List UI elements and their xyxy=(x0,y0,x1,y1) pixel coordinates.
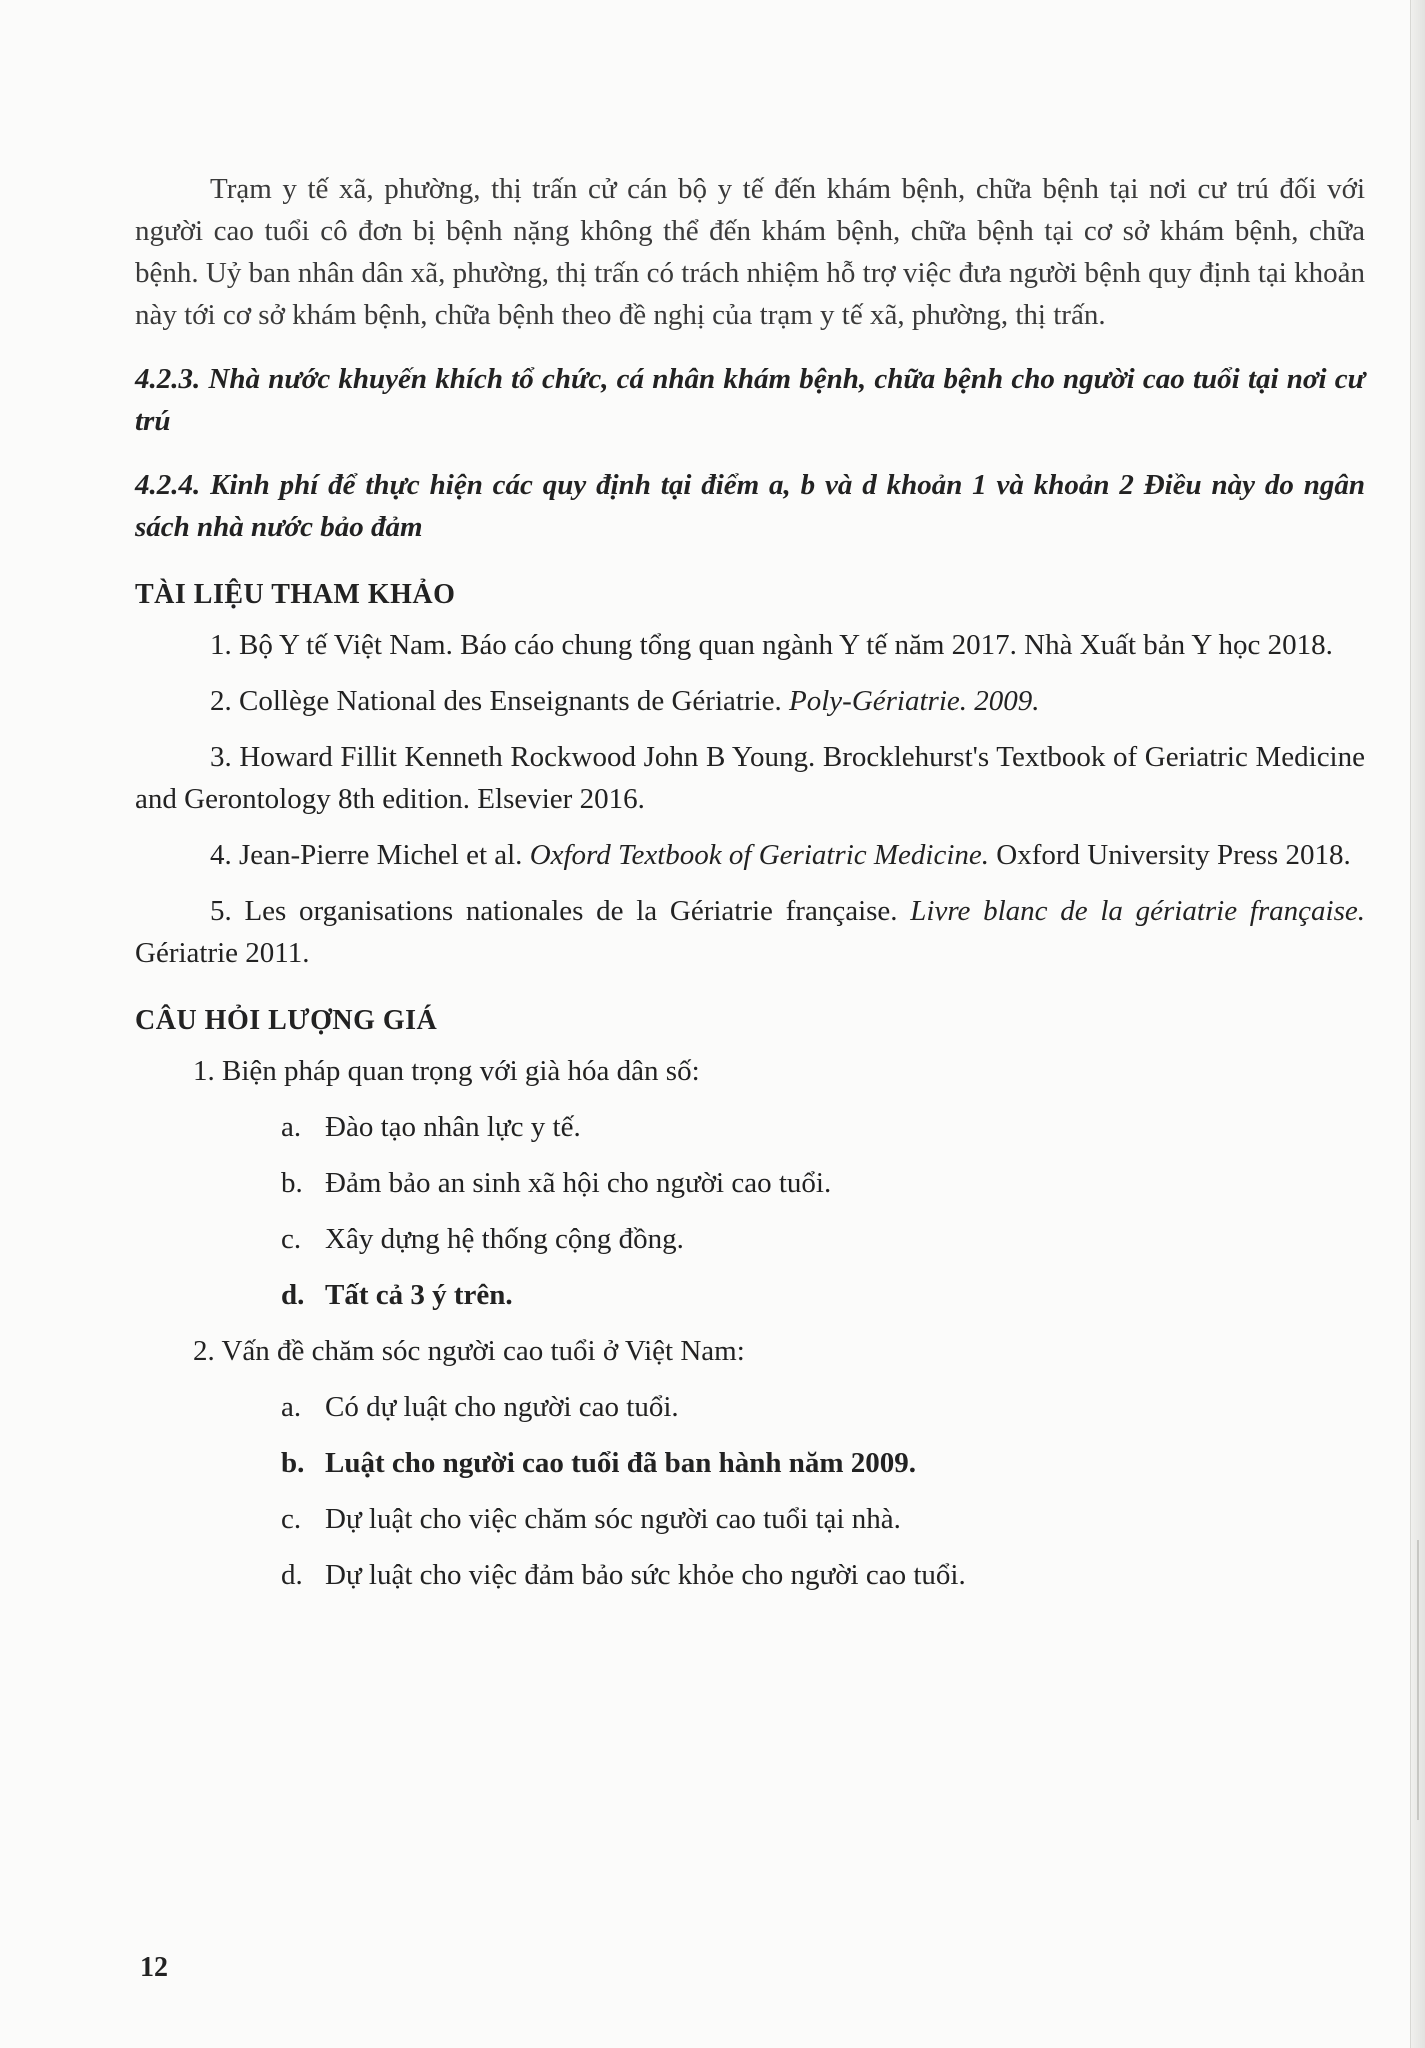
option-letter: d. xyxy=(281,1559,303,1591)
question-2-option-b-answer xyxy=(281,1442,1365,1484)
reference-text: 1. Bộ Y tế Việt Nam. Báo cáo chung tổng quan ngành Y tế năm 2017. Nhà Xuất bản Y học 2018. xyxy=(210,629,1333,661)
option-letter: c. xyxy=(281,1223,302,1255)
option-letter: a. xyxy=(281,1111,302,1143)
reference-item-1 xyxy=(135,624,1365,666)
reference-item-5 xyxy=(135,890,1365,974)
option-text: Xây dựng hệ thống cộng đồng. xyxy=(325,1223,684,1255)
option-text: Có dự luật cho người cao tuổi. xyxy=(325,1391,679,1423)
intro-paragraph: Trạm y tế xã, phường, thị trấn cử cán bộ y tế đến khám bệnh, chữa bệnh tại nơi cư trú đối với người cao tuổi cô đơn bị bệnh nặng không thể đến khám bệnh, chữa bệnh tại cơ sở khám bệnh, chữa bệnh. Uỷ ban nhân dân xã, phường, thị trấn có trách nhiệm hỗ trợ việc đưa người bệnh quy định tại khoản này tới cơ sở khám bệnh, chữa bệnh theo đề nghị của trạm y tế xã, phường, thị trấn. xyxy=(135,173,1365,331)
option-text: Đảm bảo an sinh xã hội cho người cao tuổi. xyxy=(325,1167,832,1199)
option-text: Luật cho người cao tuổi đã ban hành năm 2009. xyxy=(325,1447,917,1479)
reference-text: 3. Howard Fillit Kenneth Rockwood John B Young. Brocklehurst's Textbook of Geriatric Medicine and Gerontology 8th edition. Elsevier 2016. xyxy=(135,741,1365,815)
option-letter: c. xyxy=(281,1503,302,1535)
page-content xyxy=(135,168,1365,1596)
question-2-option-d xyxy=(281,1554,1365,1596)
option-letter: b. xyxy=(281,1447,305,1479)
reference-italic-title: Livre blanc de la gériatrie française. xyxy=(910,895,1365,927)
subsection-4-2-4: 4.2.4. Kinh phí để thực hiện các quy định tại điểm a, b và d khoản 1 và khoản 2 Điều này do ngân sách nhà nước bảo đảm xyxy=(135,469,1365,543)
option-text: Dự luật cho việc chăm sóc người cao tuổi tại nhà. xyxy=(325,1503,901,1535)
question-1-option-b xyxy=(281,1162,1365,1204)
question-1: 1. Biện pháp quan trọng với già hóa dân số: xyxy=(193,1055,700,1087)
question-2-option-a xyxy=(281,1386,1365,1428)
reference-tail: Oxford University Press 2018. xyxy=(989,839,1351,871)
option-text: Tất cả 3 ý trên. xyxy=(325,1279,513,1311)
option-text: Đào tạo nhân lực y tế. xyxy=(325,1111,581,1143)
question-1-option-d-answer xyxy=(281,1274,1365,1316)
reference-text: 2. Collège National des Enseignants de Gériatrie. xyxy=(210,685,790,717)
option-letter: b. xyxy=(281,1167,303,1199)
option-letter: a. xyxy=(281,1391,302,1423)
reference-italic-title: Oxford Textbook of Geriatric Medicine. xyxy=(529,839,990,871)
reference-text: 5. Les organisations nationales de la Gériatrie française. xyxy=(210,895,911,927)
page-number: 12 xyxy=(140,1952,168,1983)
page-edge-line xyxy=(1417,1540,1419,1820)
reference-item-2 xyxy=(135,680,1365,722)
reference-tail: Gériatrie 2011. xyxy=(135,937,310,969)
reference-item-4 xyxy=(135,834,1365,876)
subsection-4-2-3: 4.2.3. Nhà nước khuyến khích tổ chức, cá nhân khám bệnh, chữa bệnh cho người cao tuổi tại nơi cư trú xyxy=(135,363,1365,437)
question-1-option-c xyxy=(281,1218,1365,1260)
reference-text: 4. Jean-Pierre Michel et al. xyxy=(210,839,530,871)
references-title: TÀI LIỆU THAM KHẢO xyxy=(135,579,456,610)
reference-italic-title: Poly-Gériatrie. 2009. xyxy=(789,685,1040,717)
question-2: 2. Vấn đề chăm sóc người cao tuổi ở Việt Nam: xyxy=(193,1335,745,1367)
question-2-option-c xyxy=(281,1498,1365,1540)
quiz-title: CÂU HỎI LƯỢNG GIÁ xyxy=(135,1005,438,1036)
option-text: Dự luật cho việc đảm bảo sức khỏe cho người cao tuổi. xyxy=(325,1559,966,1591)
question-1-option-a xyxy=(281,1106,1365,1148)
reference-item-3 xyxy=(135,736,1365,820)
option-letter: d. xyxy=(281,1279,305,1311)
